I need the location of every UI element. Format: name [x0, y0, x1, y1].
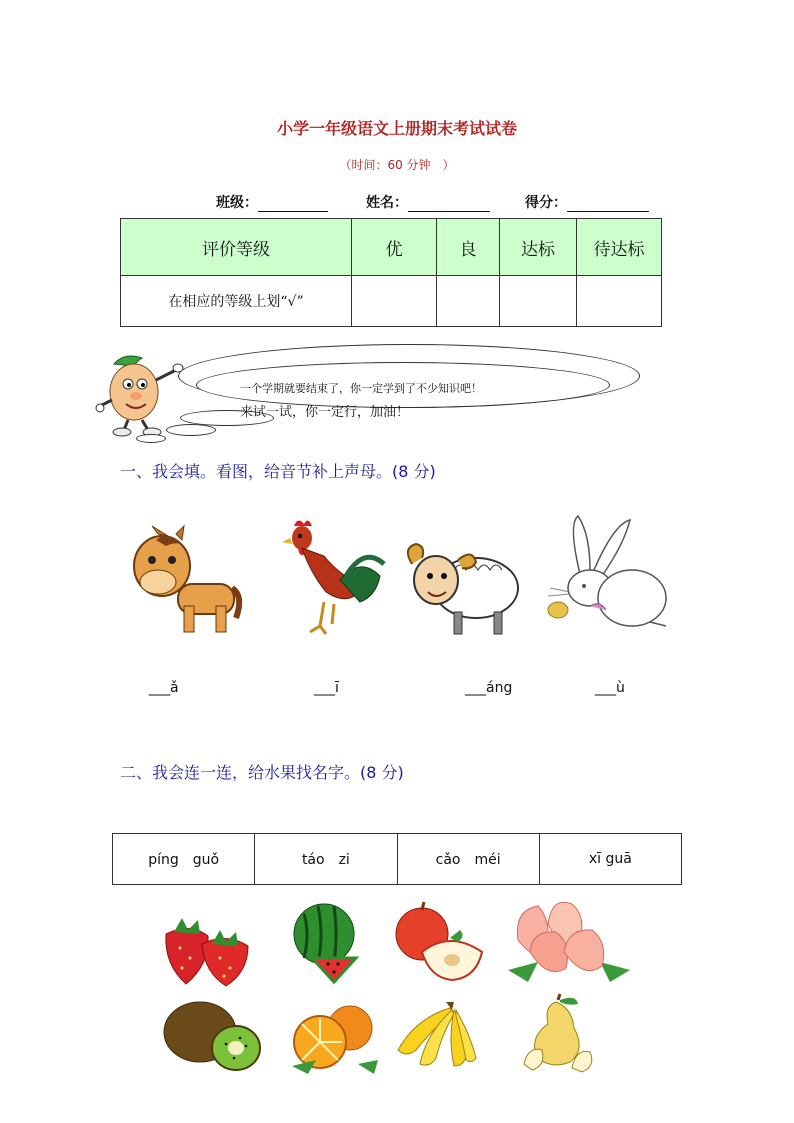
grade-cell-needs-work[interactable] — [577, 276, 662, 327]
name-label: 姓名： — [366, 195, 408, 211]
grade-row-label: 在相应的等级上划“√” — [121, 276, 352, 327]
bubble-tail-3 — [136, 434, 166, 443]
pinyin-item-1[interactable] — [149, 680, 179, 696]
class-blank[interactable] — [258, 197, 328, 212]
grade-cell-good[interactable] — [437, 276, 500, 327]
grade-table — [120, 218, 662, 327]
kiwi-icon[interactable] — [160, 1000, 264, 1072]
pinyin-final-2: ī — [335, 680, 339, 696]
grade-table-header-row — [121, 219, 662, 276]
pinyin-blank-3: ___ — [465, 680, 486, 696]
name-blank[interactable] — [408, 197, 490, 212]
fruit-name-2[interactable]: táo zi — [255, 834, 397, 885]
pinyin-blank-2: ___ — [314, 680, 335, 696]
grade-cell-pass[interactable] — [500, 276, 577, 327]
fruit-name-1[interactable]: píng guǒ — [113, 834, 255, 885]
grade-header-excellent: 优 — [352, 219, 437, 276]
name-field — [366, 192, 490, 212]
grade-header-level: 评价等级 — [121, 219, 352, 276]
pinyin-item-3[interactable] — [465, 680, 512, 696]
section2-heading: 二、我会连一连，给水果找名字。(8 分) — [120, 763, 404, 782]
strawberry-icon[interactable] — [160, 908, 252, 988]
bubble-tail-2 — [166, 424, 216, 436]
grade-header-good: 良 — [437, 219, 500, 276]
pinyin-blank-4: ___ — [595, 680, 616, 696]
horse-icon — [128, 526, 246, 638]
class-field — [216, 192, 328, 212]
speech-line-2: 来试一试，你一定行，加油！ — [240, 405, 410, 420]
pinyin-item-2[interactable] — [314, 680, 339, 696]
page-title: 小学一年级语文上册期末考试试卷 — [276, 119, 517, 138]
fruit-names-table — [112, 833, 682, 885]
speech-line-1: 一个学期就要结束了，你一定学到了不少知识吧！ — [240, 382, 482, 395]
sheep-icon — [402, 530, 522, 642]
rabbit-icon — [540, 514, 672, 634]
apple-icon[interactable] — [392, 904, 488, 984]
grade-header-needs-work: 待达标 — [577, 219, 662, 276]
orange-icon[interactable] — [288, 1000, 382, 1074]
pinyin-final-1: ǎ — [170, 680, 179, 696]
watermelon-icon[interactable] — [290, 902, 362, 984]
pinyin-final-4: ù — [616, 680, 625, 696]
pinyin-final-3: áng — [486, 680, 513, 696]
score-field — [525, 192, 649, 212]
fruit-name-4[interactable]: xī guā — [539, 834, 681, 885]
pinyin-blank-1: ___ — [149, 680, 170, 696]
fruit-name-3[interactable]: cǎo méi — [397, 834, 539, 885]
peach-icon[interactable] — [508, 896, 630, 986]
time-subtitle: （时间：60 分钟 ） — [339, 158, 455, 172]
grade-header-pass: 达标 — [500, 219, 577, 276]
class-label: 班级： — [216, 195, 258, 211]
fruit-names-row — [113, 834, 682, 885]
score-blank[interactable] — [567, 197, 649, 212]
grade-cell-excellent[interactable] — [352, 276, 437, 327]
score-label: 得分： — [525, 195, 567, 211]
pear-icon[interactable] — [520, 994, 596, 1072]
banana-icon[interactable] — [396, 998, 478, 1070]
rooster-icon — [280, 516, 386, 640]
section1-heading: 一、我会填。看图，给音节补上声母。(8 分) — [120, 462, 436, 481]
grade-table-mark-row — [121, 276, 662, 327]
pinyin-item-4[interactable] — [595, 680, 625, 696]
